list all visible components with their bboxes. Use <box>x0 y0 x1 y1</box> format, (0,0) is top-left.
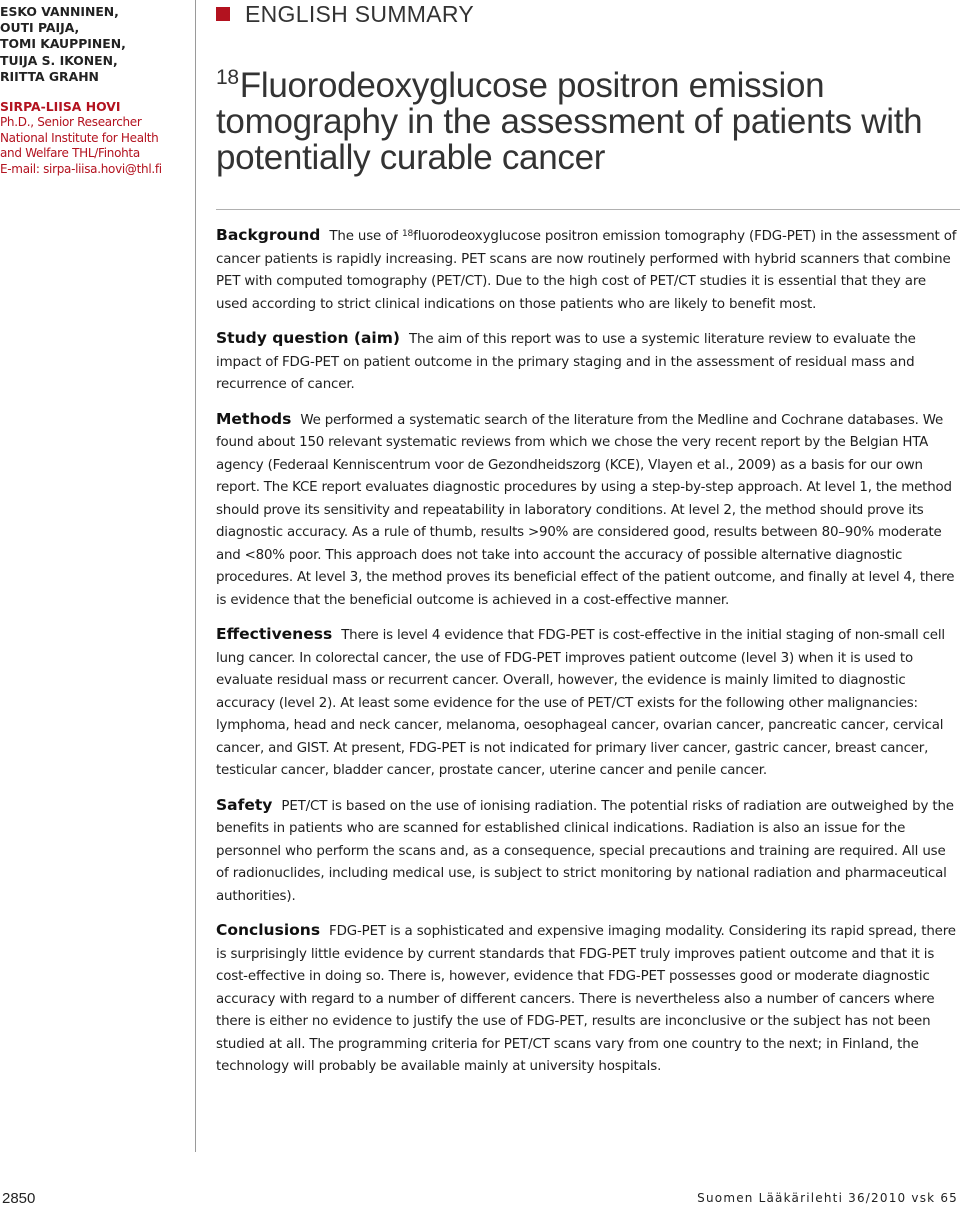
corresponding-author: SIRPA-LIISA HOVI <box>0 99 121 115</box>
title-text: Fluorodeoxyglucose positron emission tomography in the assessment of patients with potentially curable cancer <box>216 66 923 177</box>
background-superscript: 18 <box>401 229 414 239</box>
background-paragraph <box>216 224 960 316</box>
study-question-text: The aim of this report was to use a systemic literature review to evaluate the impact of FDG-PET on patient outcome in the primary staging and in the assessment of residual mass and recurrence of cancer. <box>216 332 916 392</box>
methods-paragraph <box>216 408 960 613</box>
conclusions-text: FDG-PET is a sophisticated and expensive imaging modality. Considering its rapid spread, there is surprisingly little evidence by current standards that FDG-PET truly improves patient outcome and that it is cost-effective in doing so. There is, however, evidence that FDG-PET possesses good or moderate diagnostic accuracy with regard to a number of different cancers. There is nevertheless also a number of cancers where there is either no evidence to justify the use of FDG-PET, results are inconclusive or the subject has not been studied at all. The programming criteria for PET/CT scans vary from one country to the next; in Finland, the technology will probably be available mainly at university hospitals. <box>216 924 956 1074</box>
safety-paragraph <box>216 794 960 909</box>
study-question-paragraph <box>216 327 960 397</box>
section-label-text: ENGLISH SUMMARY <box>245 0 475 27</box>
author-name: ESKO VANNINEN, <box>0 4 119 19</box>
methods-text: We performed a systematic search of the literature from the Medline and Cochrane databases. We found about 150 relevant systematic reviews from which we chose the very recent report by the Belgian HTA agency (Federaal Kenniscentrum voor de Gezondheidszorg (KCE), Vlayen et al., 2009) as a basis for our own report. The KCE report evaluates diagnostic procedures by using a step-by-step approach. At level 1, the method should prove its sensitivity and repeatability in laboratory conditions. At level 2, the method should prove its diagnostic accuracy. As a rule of thumb, results >90% are considered good, results between 80–90% moderate and <80% poor. This approach does not take into account the accuracy of possible alternative diagnostic procedures. At level 3, the method proves its beneficial effect of the patient outcome, and finally at level 4, there is evidence that the beneficial outcome is achieved in a cost-effective manner. <box>216 412 955 608</box>
background-text: fluorodeoxyglucose positron emission tomography (FDG-PET) in the assessment of cancer patients is rapidly increasing. PET scans are now routinely performed with hybrid scanners that combine PET with computed tomography (PET/CT). Due to the high cost of PET/CT studies it is essential that they are used according to strict clinical indications on those patients who are likely to benefit most. <box>216 229 957 312</box>
article-title <box>216 68 946 176</box>
effectiveness-paragraph <box>216 623 960 783</box>
affiliation-line: Ph.D., Senior Researcher <box>0 115 142 130</box>
author-name: TUIJA S. IKONEN, <box>0 52 118 68</box>
affiliation-line: and Welfare THL/Finohta <box>0 146 140 161</box>
red-square-icon <box>216 7 230 21</box>
conclusions-paragraph <box>216 919 960 1079</box>
affiliation <box>0 115 190 177</box>
title-superscript: 18 <box>216 66 239 89</box>
article-body <box>216 224 960 1090</box>
email-address[interactable]: E-mail: sirpa-liisa.hovi@thl.fi <box>0 161 162 176</box>
conclusions-heading: Conclusions <box>216 921 321 939</box>
author-name: OUTI PAIJA, <box>0 20 80 36</box>
background-text-pre: The use of <box>329 229 402 244</box>
background-heading: Background <box>216 226 321 244</box>
title-divider <box>216 209 960 210</box>
section-label <box>216 0 474 28</box>
effectiveness-heading: Effectiveness <box>216 625 333 643</box>
page-number: 2850 <box>2 1190 36 1207</box>
safety-heading: Safety <box>216 795 273 814</box>
study-question-heading: Study question (aim) <box>216 329 400 347</box>
author-list <box>0 4 190 85</box>
journal-footer: Suomen Lääkärilehti 36/2010 vsk 65 <box>697 1191 958 1205</box>
author-sidebar <box>0 4 190 177</box>
affiliation-line: National Institute for Health <box>0 130 159 145</box>
author-name: RIITTA GRAHN <box>0 68 99 84</box>
methods-heading: Methods <box>216 409 292 428</box>
column-divider <box>195 0 196 1152</box>
safety-text: PET/CT is based on the use of ionising radiation. The potential risks of radiation are outweighed by the benefits in patients who are scanned for established clinical indications. Radiation is also an issue for the personnel who perform the scans and, as a consequence, special precautions and training are required. All use of radionuclides, including medical use, is subject to strict monitoring by national radiation and pharmaceutical authorities). <box>216 798 954 904</box>
author-name: TOMI KAUPPINEN, <box>0 36 126 52</box>
effectiveness-text: There is level 4 evidence that FDG-PET is cost-effective in the initial staging of non-small cell lung cancer. In colorectal cancer, the use of FDG-PET improves patient outcome (level 3) when it is used to evaluate residual mass or recurrent cancer. Overall, however, the evidence is mainly limited to diagnostic accuracy (level 2). At least some evidence for the use of PET/CT exists for the following other malignancies: lymphoma, head and neck cancer, melanoma, oesophageal cancer, ovarian cancer, pancreatic cancer, cervical cancer, and GIST. At present, FDG-PET is not indicated for primary liver cancer, gastric cancer, breast cancer, testicular cancer, bladder cancer, prostate cancer, uterine cancer and penile cancer. <box>216 628 945 778</box>
